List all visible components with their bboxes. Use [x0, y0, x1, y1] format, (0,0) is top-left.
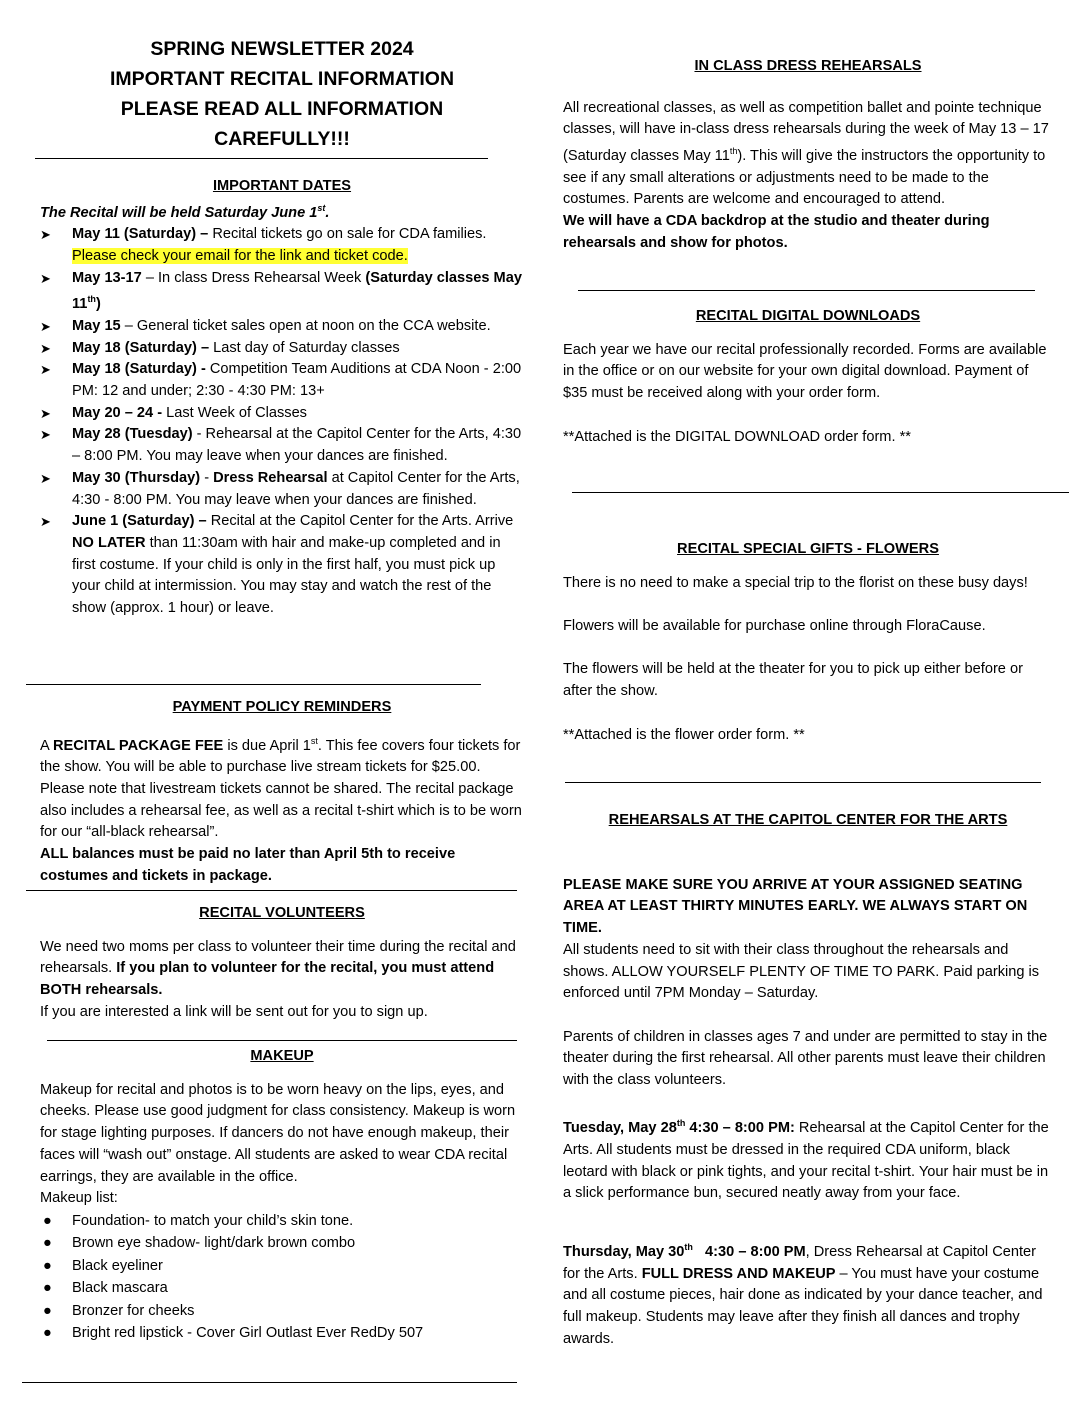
volunteers-heading: RECITAL VOLUNTEERS: [199, 905, 365, 921]
newsletter-title: [40, 34, 524, 154]
arrow-bullet-icon: ➤: [40, 362, 51, 378]
title-line-1: SPRING NEWSLETTER 2024: [150, 38, 414, 60]
makeup-heading: MAKEUP: [250, 1048, 314, 1064]
list-item: ● Brown eye shadow- light/dark brown combo: [40, 1232, 524, 1254]
dress-rehearsals-heading: IN CLASS DRESS REHEARSALS: [694, 58, 922, 74]
title-line-3: PLEASE READ ALL INFORMATION: [120, 98, 444, 120]
list-item: ➤ May 20 – 24 - Last Week of Classes: [40, 403, 524, 425]
list-item: ● Bright red lipstick - Cover Girl Outlast Ever RedDy 507: [40, 1322, 524, 1344]
arrow-bullet-icon: ➤: [40, 270, 51, 286]
list-item: ➤ May 15 – General ticket sales open at noon on the CCA website.: [40, 316, 524, 338]
arrow-bullet-icon: ➤: [40, 427, 51, 443]
list-item: ● Foundation- to match your child’s skin tone.: [40, 1210, 524, 1232]
divider: [47, 1040, 517, 1041]
list-item: ➤ May 30 (Thursday) - Dress Rehearsal at Capitol Center for the Arts, 4:30 - 8:00 PM. You may leave when your dances are finished.: [40, 469, 520, 508]
volunteers-signup-note: If you are interested a link will be sent out for you to sign up.: [40, 1003, 428, 1020]
flowers-section: [563, 539, 1053, 746]
list-item: ➤ May 28 (Tuesday) - Rehearsal at the Capitol Center for the Arts, 4:30 – 8:00 PM. You may leave when your dances are finished.: [40, 426, 522, 465]
makeup-section: [40, 1046, 524, 1344]
recital-date-intro: The Recital will be held Saturday June 1st.: [40, 202, 330, 221]
payment-paragraph: A RECITAL PACKAGE FEE is due April 1st. This fee covers four tickets for the show. You will be able to purchase live stream tickets for $25.00. Please note that livestream tickets cannot be shared. The recital package also includes a rehearsal fee, as well as a recital t-shirt which is to be worn for our “all-black rehearsal”.: [40, 735, 522, 841]
bullet-icon: ●: [43, 1257, 52, 1274]
digital-downloads-section: [563, 306, 1053, 448]
list-item: ➤ May 18 (Saturday) – Last day of Saturday classes: [40, 338, 524, 360]
bullet-icon: ●: [43, 1235, 52, 1252]
makeup-paragraph: Makeup for recital and photos is to be worn heavy on the lips, eyes, and cheeks. Please use good judgment for class consistency. Makeup is worn for stage lighting purposes. If dancers do not have enough makeup, their faces will “wash out” onstage. All students are asked to wear CDA recital earrings, they are available in the office.: [40, 1081, 516, 1185]
divider: [22, 1382, 517, 1383]
divider: [26, 684, 481, 685]
flowers-attachment-note: **Attached is the flower order form. **: [563, 726, 805, 743]
divider: [565, 782, 1041, 783]
important-dates-heading: IMPORTANT DATES: [212, 178, 352, 194]
payment-balance-note: ALL balances must be paid no later than April 5th to receive costumes and tickets in package.: [40, 846, 456, 884]
volunteers-section: [40, 903, 524, 1024]
dress-rehearsals-paragraph: All recreational classes, as well as competition ballet and pointe technique classes, will have in-class dress rehearsals during the week of May 13 – 17 (Saturday classes May 11th). This will give the instructors the opportunity to see if any small alterations or adjustments need to be made to the costumes. Parents are welcome and encouraged to attend.: [563, 99, 1049, 208]
capitol-rehearsals-heading: REHEARSALS AT THE CAPITOL CENTER FOR THE ARTS: [608, 812, 1008, 828]
divider: [26, 890, 517, 891]
backdrop-note: We will have a CDA backdrop at the studio and theater during rehearsals and show for photos.: [563, 213, 990, 251]
flowers-heading: RECITAL SPECIAL GIFTS - FLOWERS: [677, 541, 939, 557]
payment-section: [40, 697, 524, 887]
digital-downloads-paragraph: Each year we have our recital professionally recorded. Forms are available in the office or on our website for your own digital download. Payment of $35 must be received along with your order form.: [563, 341, 1047, 402]
bullet-icon: ●: [43, 1302, 52, 1319]
list-item: ➤ May 11 (Saturday) – Recital tickets go on sale for CDA families. Please check your email for the link and ticket code.: [40, 226, 487, 264]
arrow-bullet-icon: ➤: [40, 514, 51, 530]
list-item: ● Black mascara: [40, 1277, 524, 1299]
capitol-paragraph-1: All students need to sit with their class throughout the rehearsals and shows. ALLOW YOURSELF PLENTY OF TIME TO PARK. Paid parking is enforced until 7PM Monday – Saturday.: [563, 941, 1040, 1002]
arrow-bullet-icon: ➤: [40, 405, 51, 421]
flowers-paragraph-1: There is no need to make a special trip to the florist on these busy days!: [563, 574, 1028, 591]
highlighted-text: Please check your email for the link and ticket code.: [72, 247, 408, 264]
arrow-bullet-icon: ➤: [40, 318, 51, 334]
digital-downloads-heading: RECITAL DIGITAL DOWNLOADS: [695, 308, 921, 324]
makeup-list-label: Makeup list:: [40, 1190, 118, 1207]
list-item: ● Black eyeliner: [40, 1255, 524, 1277]
divider: [572, 492, 1069, 493]
bullet-icon: ●: [43, 1324, 52, 1341]
tuesday-rehearsal-paragraph: Tuesday, May 28th 4:30 – 8:00 PM: Rehearsal at the Capitol Center for the Arts. All students must be dressed in the required CDA uniform, black leotard with black or pink tights, and your recital t-shirt. Your hair must be in a slick performance bun, secured neatly away from your face.: [563, 1118, 1049, 1202]
arrow-bullet-icon: ➤: [40, 227, 51, 243]
dress-rehearsals-section: [563, 56, 1053, 254]
flowers-paragraph-3: The flowers will be held at the theater for you to pick up either before or after the show.: [563, 661, 1023, 700]
payment-heading: PAYMENT POLICY REMINDERS: [172, 699, 392, 715]
bullet-icon: ●: [43, 1212, 52, 1229]
list-item: ➤ June 1 (Saturday) – Recital at the Capitol Center for the Arts. Arrive NO LATER than 11:30am with hair and make-up completed and in first costume. If your child is only in the first half, you must pick up your child at intermission. You may stay and watch the rest of the show (approx. 1 hour) or leave.: [40, 513, 514, 617]
capitol-rehearsals-section: [563, 810, 1053, 1350]
capitol-paragraph-2: Parents of children in classes ages 7 and under are permitted to stay in the theater during the first rehearsal. All other parents must leave their children with the class volunteers.: [563, 1028, 1048, 1089]
thursday-rehearsal-paragraph: Thursday, May 30th 4:30 – 8:00 PM, Dress Rehearsal at Capitol Center for the Arts. FULL DRESS AND MAKEUP – You must have your costume and all costume pieces, hair done as indicated by your dance teacher, and full makeup. Students may leave after they finish all dances and trophy awards.: [563, 1242, 1043, 1347]
important-dates-list: [40, 224, 524, 620]
divider: [35, 158, 488, 159]
arrival-warning: PLEASE MAKE SURE YOU ARRIVE AT YOUR ASSIGNED SEATING AREA AT LEAST THIRTY MINUTES EARLY. WE ALWAYS START ON TIME.: [563, 876, 1028, 937]
title-line-4: CAREFULLY!!!: [214, 128, 350, 150]
makeup-list: [40, 1210, 524, 1344]
digital-downloads-attachment-note: **Attached is the DIGITAL DOWNLOAD order form. **: [563, 428, 911, 445]
title-line-2: IMPORTANT RECITAL INFORMATION: [109, 68, 455, 90]
list-item: ➤ May 18 (Saturday) - Competition Team Auditions at CDA Noon - 2:00 PM: 12 and under; 2:30 - 4:30 PM: 13+: [40, 361, 522, 400]
volunteers-paragraph: We need two moms per class to volunteer their time during the recital and rehearsals. If you plan to volunteer for the recital, you must attend BOTH rehearsals.: [40, 938, 516, 999]
list-item: ➤ May 13-17 – In class Dress Rehearsal Week (Saturday classes May 11th): [40, 269, 522, 313]
arrow-bullet-icon: ➤: [40, 470, 51, 486]
flowers-paragraph-2: Flowers will be available for purchase online through FloraCause.: [563, 618, 986, 635]
divider: [578, 290, 1035, 291]
arrow-bullet-icon: ➤: [40, 340, 51, 356]
important-dates-section: [40, 176, 524, 620]
list-item: ● Bronzer for cheeks: [40, 1300, 524, 1322]
bullet-icon: ●: [43, 1280, 52, 1297]
